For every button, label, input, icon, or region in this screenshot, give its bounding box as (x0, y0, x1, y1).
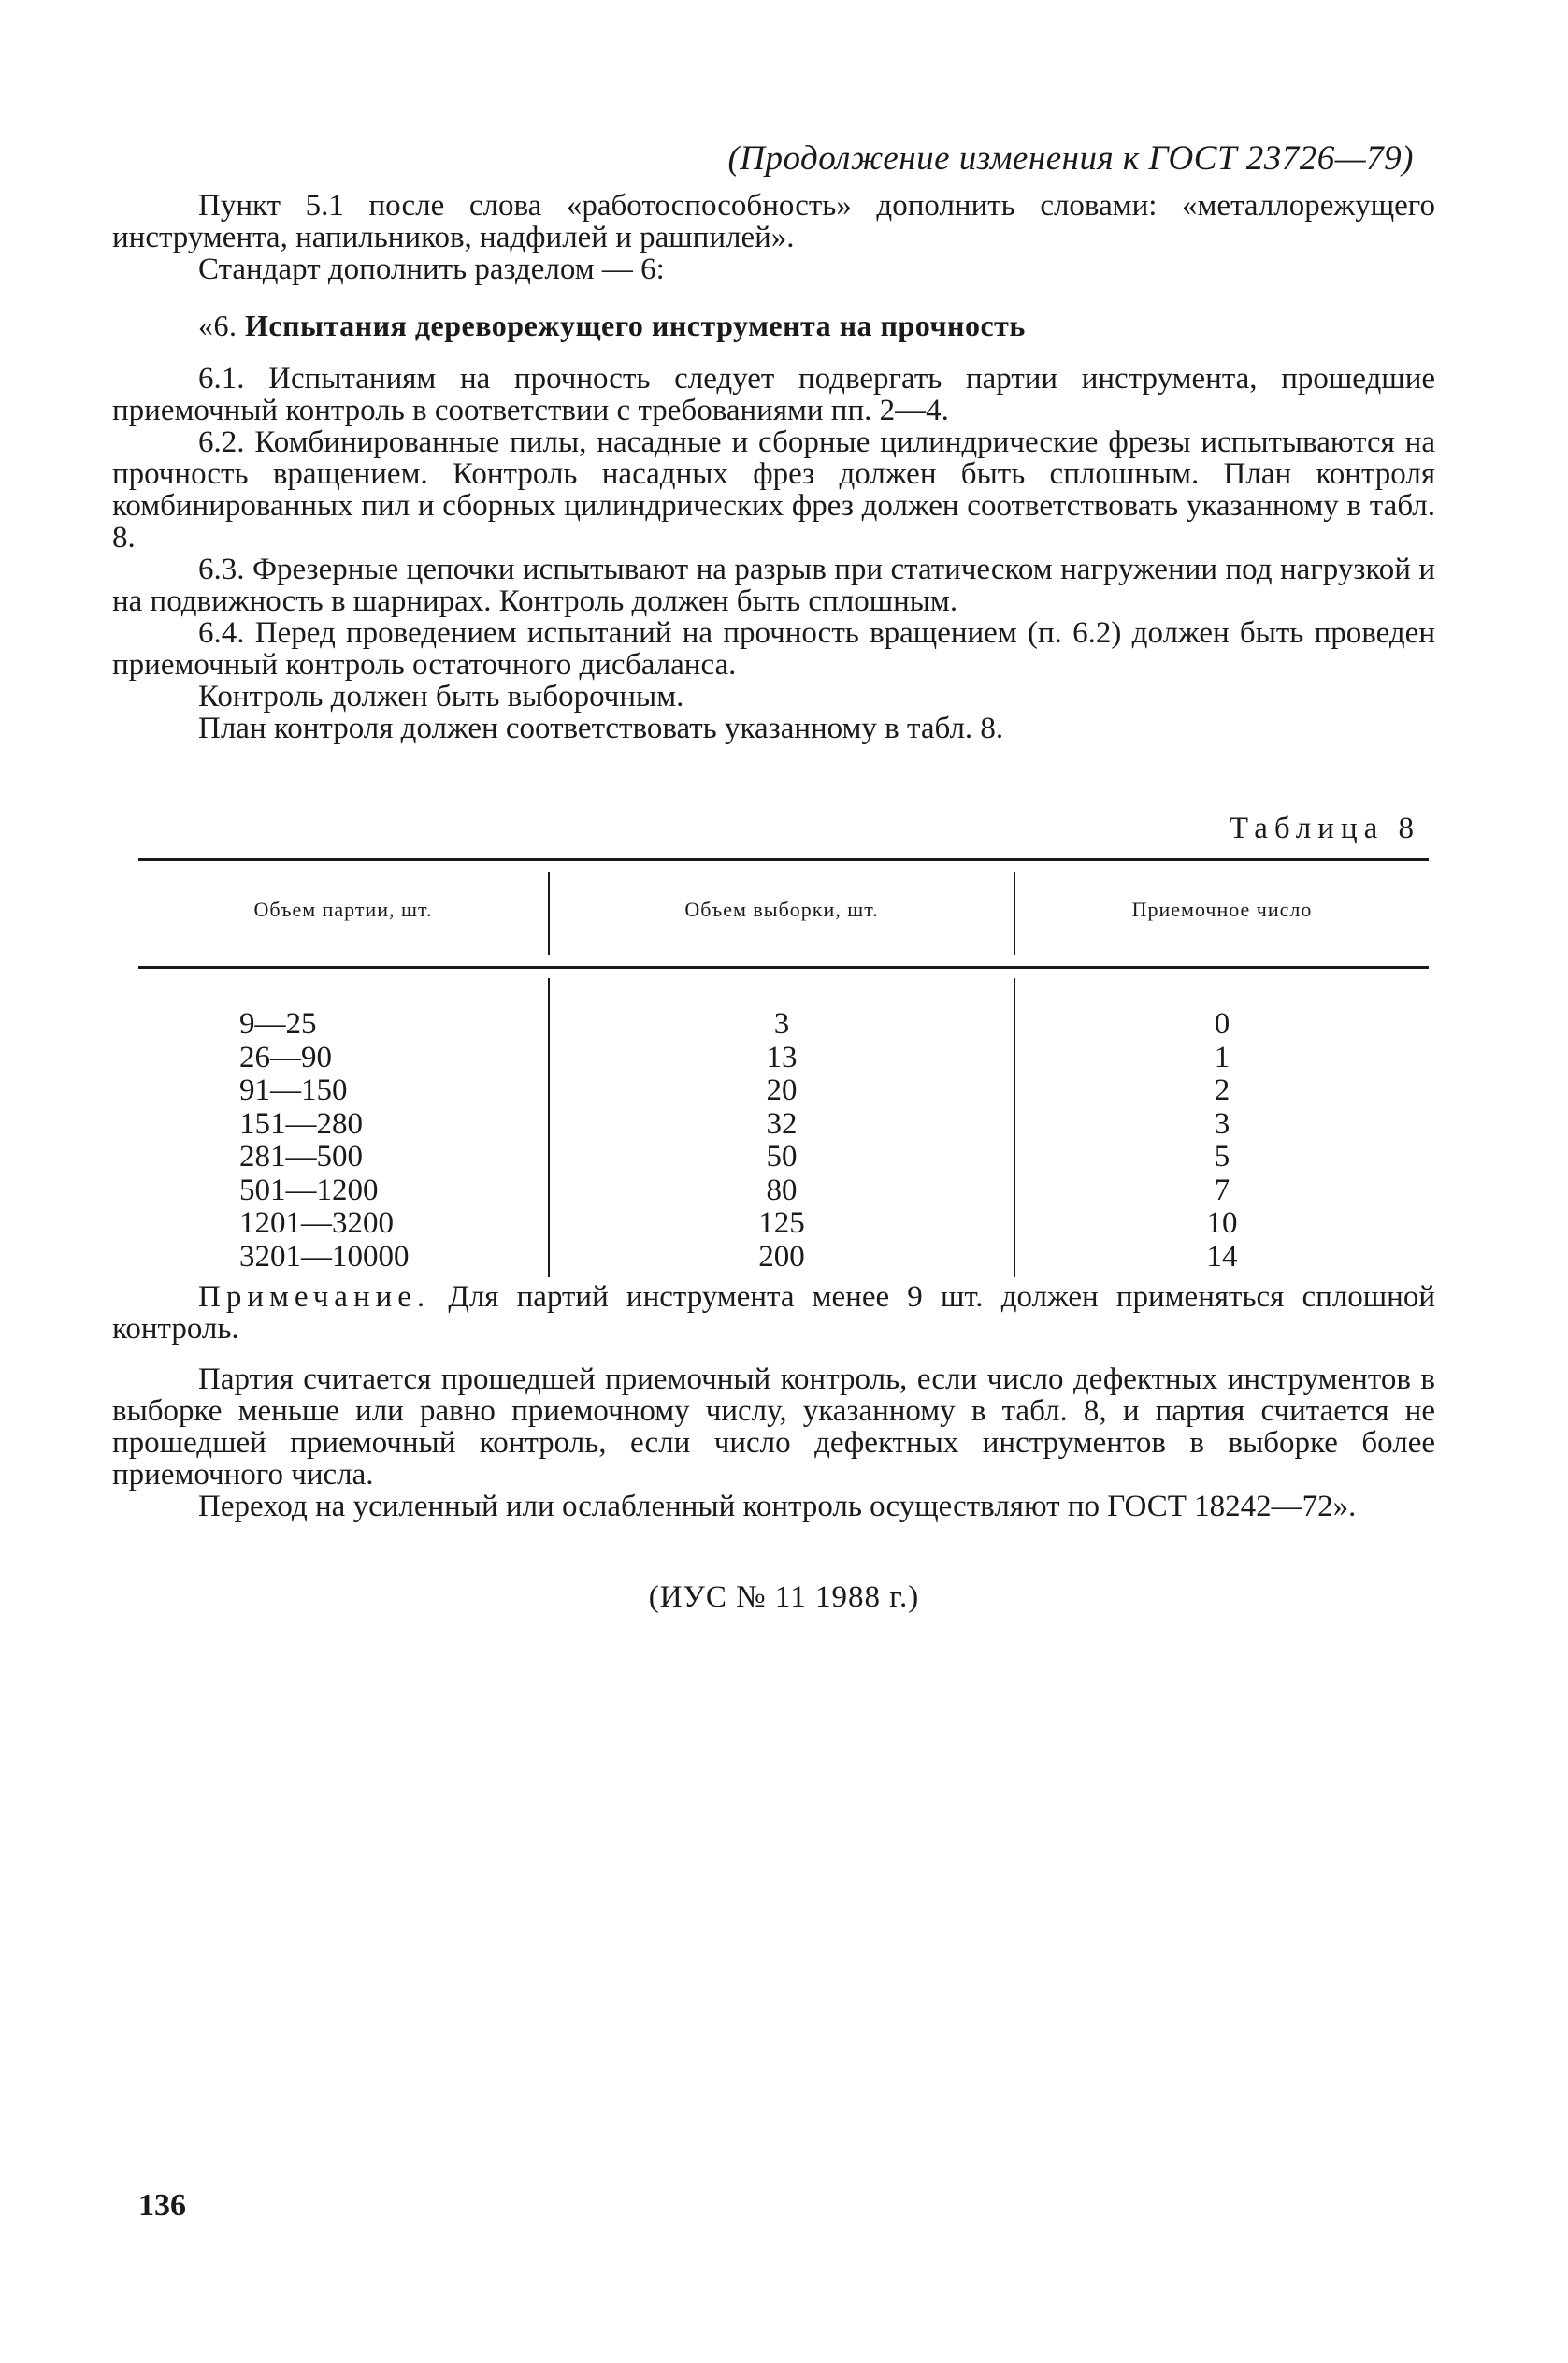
table-cell: 1201—3200 (239, 1206, 394, 1240)
table-cell: 14 (1206, 1239, 1238, 1274)
header-lot-size: Объем партии, шт. (253, 898, 433, 921)
table-note (112, 1281, 1435, 1345)
clause-6-2: 6.2. Комбинированные пилы, насадные и сборные цилиндрические фрезы испытываются на прочность вращением. Контроль насадных фрез должен быть сплошным. План контроля комбинированных пил и сборных цилиндрических фрез должен соответствовать указанному в табл. 8. (112, 425, 1435, 555)
column-lot-size (239, 1008, 520, 1274)
table-cell: 91—150 (239, 1073, 348, 1107)
column-sample-size (550, 1008, 1014, 1274)
table-cell: 20 (766, 1073, 798, 1107)
clause-6-1: 6.1. Испытаниям на прочность следует подвергать партии инструмента, прошедшие приемочный контроль в соответствии с требованиями пп. 2—4. (112, 362, 1435, 427)
table-cell: 50 (766, 1140, 798, 1174)
intro-paragraph-1: Пункт 5.1 после слова «работоспособность» дополнить словами: «металлорежущего инструмента, напильников, надфилей и рашпилей». (112, 189, 1435, 254)
table-cell: 3 (773, 1007, 790, 1041)
column-acceptance-number (1015, 1008, 1429, 1274)
section-6-prefix: «6. (198, 309, 245, 342)
closing-paragraph-1: Партия считается прошедшей приемочный контроль, если число дефектных инструментов в выборке меньше или равно приемочному числу, указанному в табл. 8, и партия считается не прошедшей приемочный контроль, если число дефектных инструментов в выборке более приемочного числа. (112, 1362, 1435, 1491)
table-header-rule (138, 966, 1429, 969)
table-cell: 26—90 (239, 1040, 332, 1074)
table-cell: 2 (1214, 1073, 1230, 1107)
table-cell: 10 (1206, 1206, 1238, 1240)
table-caption: Таблица 8 (1229, 812, 1420, 845)
clause-6-3: 6.3. Фрезерные цепочки испытывают на разрыв при статическом нагружении под нагрузкой и на подвижность в шарнирах. Контроль должен быть сплошным. (112, 553, 1435, 618)
table-cell: 501—1200 (239, 1173, 379, 1207)
section-6-heading (198, 309, 1026, 343)
clause-6-4: 6.4. Перед проведением испытаний на прочность вращением (п. 6.2) должен быть проведен приемочный контроль остаточного дисбаланса. (112, 616, 1435, 682)
table-cell: 5 (1214, 1140, 1230, 1174)
intro-paragraph-2: Стандарт дополнить разделом — 6: (198, 252, 665, 286)
closing-block (112, 1363, 1435, 1522)
table-cell: 1 (1214, 1040, 1230, 1074)
header-acceptance-number: Приемочное число (1131, 898, 1313, 921)
table-cell: 281—500 (239, 1140, 363, 1174)
table-cell: 0 (1214, 1007, 1230, 1041)
intro-block (112, 190, 1435, 285)
table-cell: 200 (758, 1239, 805, 1274)
table-cell: 80 (766, 1173, 798, 1207)
clause-sampling: Контроль должен быть выборочным. (198, 680, 684, 713)
table-cell: 125 (758, 1206, 805, 1240)
page-number: 136 (138, 2188, 186, 2223)
note-text: Для партий инструмента менее 9 шт. должен применяться сплошной контроль. (112, 1280, 1435, 1346)
table-cell: 3201—10000 (239, 1239, 410, 1274)
table-top-rule (138, 858, 1429, 861)
continuation-header: (Продолжение изменения к ГОСТ 23726—79) (727, 139, 1414, 178)
section-6-title: Испытания дереворежущего инструмента на прочность (245, 309, 1026, 342)
note-label: Примечание. (198, 1280, 431, 1314)
header-sample-size: Объем выборки, шт. (684, 898, 879, 921)
table-cell: 9—25 (239, 1007, 317, 1041)
table-cell: 7 (1214, 1173, 1230, 1207)
table-cell: 13 (766, 1040, 798, 1074)
clause-plan: План контроля должен соответствовать указанному в табл. 8. (198, 712, 1004, 745)
table-cell: 3 (1214, 1106, 1230, 1141)
table-cell: 151—280 (239, 1106, 363, 1141)
source-reference: (ИУС № 11 1988 г.) (648, 1580, 920, 1614)
closing-paragraph-2: Переход на усиленный или ослабленный контроль осуществляют по ГОСТ 18242—72». (198, 1490, 1357, 1523)
clauses-block (112, 363, 1435, 744)
table-cell: 32 (766, 1106, 798, 1141)
